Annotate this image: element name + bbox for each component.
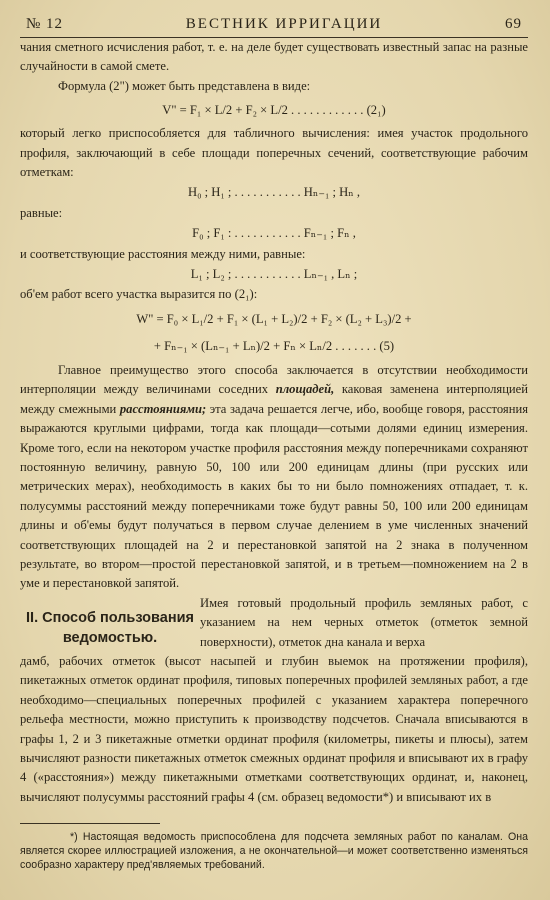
- formula-distances: L₁ ; L₂ ; . . . . . . . . . . . Lₙ₋₁ , Lₙ ;: [190, 267, 358, 282]
- formula-2-1: V" = F₁ × L/2 + F₂ × L/2 . . . . . . . . . . . . (2₁): [162, 103, 386, 118]
- paragraph-4: равные:: [20, 205, 63, 220]
- paragraph-3: который легко приспособляется для табличного вычисления: имея участок продольного профиля, заключающий в себе площади поперечных сечений, соответствующие рабочим отметкам:: [20, 126, 528, 180]
- paragraph-7-part-a: Главное преимущество этого способа заключается в отсутствии необходимости интерполяции между величинами соседних: [20, 362, 528, 397]
- formula-volume-line-2: + Fₙ₋₁ × (Lₙ₋₁ + Lₙ)/2 + Fₙ × Lₙ/2 . . . . . . . (5): [153, 338, 395, 353]
- section-heading: II. Способ пользования ведомостью.: [26, 609, 194, 646]
- paragraph-6: об'ем работ всего участка выразится по (2₁):: [20, 287, 258, 302]
- page-number: 69: [504, 16, 522, 32]
- journal-title: ВЕСТНИК ИРРИГАЦИИ: [185, 16, 383, 32]
- paragraph-7: [20, 361, 528, 594]
- formula-areas: F₀ ; F₁ : . . . . . . . . . . . Fₙ₋₁ ; Fₙ ,: [192, 226, 356, 241]
- section-2: [20, 594, 528, 652]
- paragraph-5: и соответствующие расстояния между ними, равные:: [20, 246, 306, 261]
- paragraph-2: Формула (2") может быть представлена в виде:: [58, 78, 311, 93]
- paragraph-1: чания сметного исчисления работ, т. е. на деле будет существовать известный запас на разные случайности в самой смете.: [20, 40, 528, 74]
- emphasis-areas: площадей,: [275, 382, 335, 397]
- footnote-divider: [20, 823, 160, 824]
- paragraph-8-continued: дамб, рабочих отметок (высот насыпей и глубин выемок на протяжении профиля), пикетажных отметок ординат профиля, типовых поперечных профилей земляных работ, а где необходимо—специальных поперечных профилей с указанием характера поперечного рельефа местности, можно приступить к производству подсчетов. Сначала вписываются в графы 1, 2 и 3 пикетажные отметки ординат профиля (километры, пикеты и плюсы), затем вычисляют разности пикетажных отметок смежных ординат профиля и вписывают их в графу 4 («расстояния») между пикетажными отметками соответствующих ординат, и, наконец, вычисляют полусуммы расстояний графы 4 (см. образец ведомости*) и вписывают их в: [20, 653, 528, 804]
- formula-volume-line-1: W" = F₀ × L₁/2 + F₁ × (L₁ + L₂)/2 + F₂ × (L₂ + L₃)/2 +: [136, 311, 412, 326]
- paragraph-8-start: Имея готовый продольный профиль земляных работ, с указанием на нем черных отметок (отметок земной поверхности), отметок дна канала и верха: [200, 595, 528, 649]
- page-header: [20, 14, 528, 38]
- section-2-lead: [200, 594, 528, 652]
- formula-heights: H₀ ; H₁ ; . . . . . . . . . . . Hₙ₋₁ ; Hₙ ,: [187, 185, 361, 200]
- emphasis-distances: расстояниями;: [119, 401, 207, 416]
- body-text: [20, 38, 528, 872]
- footnote: *) Настоящая ведомость приспособлена для подсчета земляных работ по каналам. Она является скорее иллюстрацией изложения, а не окончательной—и может соответственно изменяться сообразно характеру пред'являемых требований.: [20, 831, 528, 872]
- issue-number: № 12: [26, 16, 64, 32]
- paragraph-7-part-e: эта задача решается легче, ибо, вообще говоря, расстояния выражаются круглыми цифрами, тогда как площади—сотыми долями единиц измерения. Кроме того, если на некотором участке профиля расстояния между поперечниками сохраняют постоянную величину, равную 50, 100 или 200 единицам длины (при русских или метрических мерах), необходимость в каких бы то ни было помножениях отпадает, т. к. полусуммы расстояний между поперечниками тоже будут равны 50, 100 или 200 единицам длины и об'емы будут получаться в первом случае делением в уме численных значений соответствующих площадей на 2 и перестановкой запятой на 2 знака в полученном результате, во втором—простой перестановкой запятой, и в третьем—помножением на 2 в уме и перестановкой запятой.: [20, 401, 528, 591]
- paragraph-7-part-c: каковая заменена интерполяцией между смежными: [20, 382, 528, 416]
